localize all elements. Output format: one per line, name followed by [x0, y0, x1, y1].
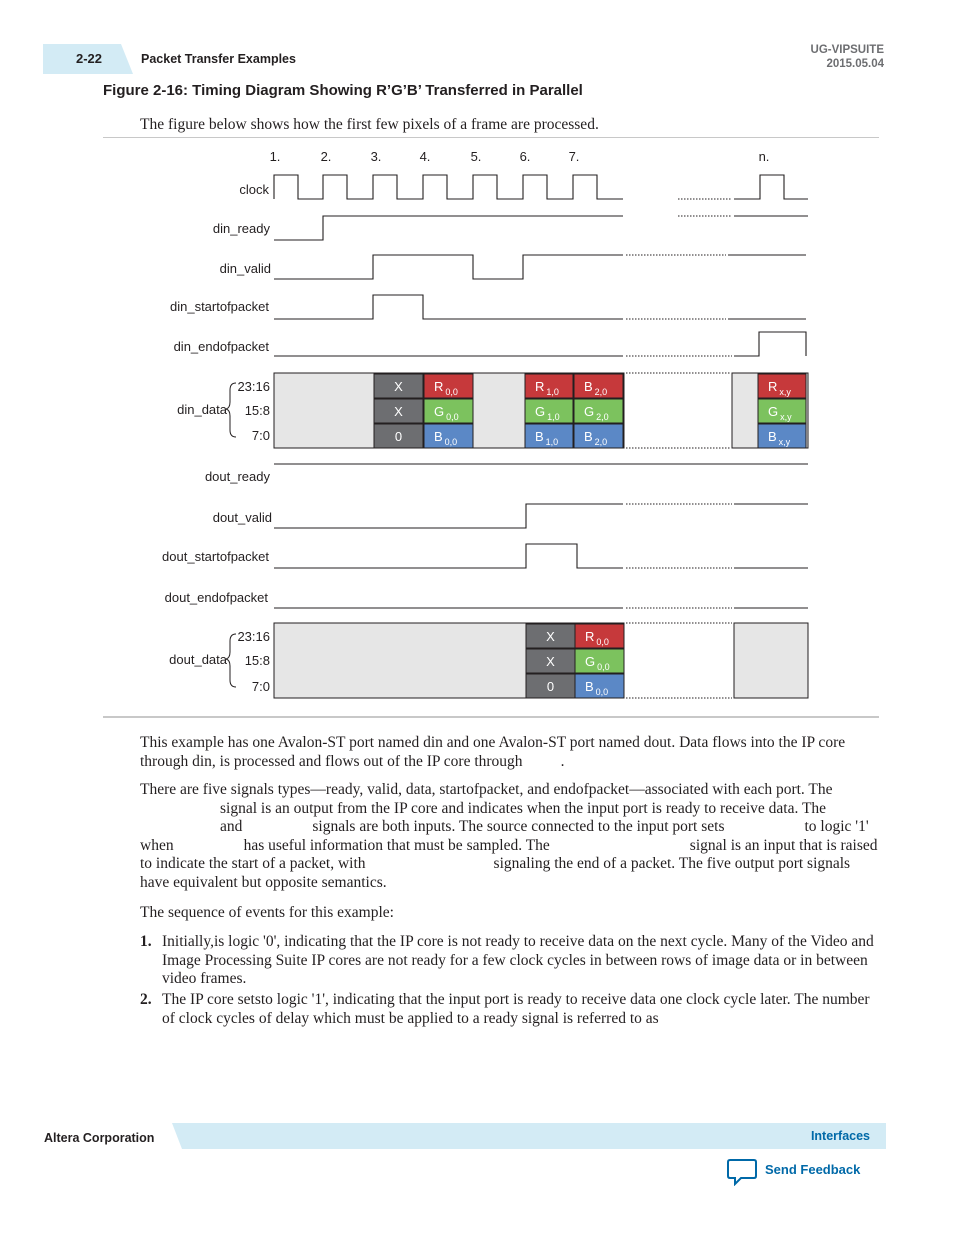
dout-data-cell-cycle6-0-label: X — [546, 629, 555, 644]
list-item-1-b: is logic '0', indicating that the IP core is not ready to receive data on the next cycle. Many of the Video and Image Processing Suite IP cores are not ready for a few clock cycles in between rows of image data or in between video frames. — [162, 933, 874, 987]
list-item-2 — [162, 991, 878, 1028]
dout-data-cell-cycle6-2-label: 0 — [546, 679, 555, 694]
paragraph-2-a: There are five signals types—ready, valid, data, startofpacket, and endofpacket—associated with each port. The — [140, 781, 833, 798]
paragraph-2-h: signaling the end of a packet. The five output port signals have equivalent but opposite semantics. — [140, 855, 851, 891]
figure-top-rule — [103, 137, 879, 138]
din-data-cell-cyclen-1-label: G $_{x,y}$ — [768, 404, 792, 422]
footer-band — [172, 1123, 886, 1149]
page-number: 2-22 — [75, 51, 103, 66]
paragraph-2 — [140, 781, 878, 892]
cycle-label-4: 4. — [419, 149, 431, 164]
label-din-bits-mid: 15:8 — [244, 403, 270, 418]
din-data-cell-cyclen-2-label: B $_{x,y}$ — [768, 429, 791, 447]
din-data-brace — [226, 383, 236, 437]
cycle-label-n: n. — [758, 149, 770, 164]
cycle-label-6: 6. — [519, 149, 531, 164]
paragraph-1-end: . — [560, 752, 565, 770]
label-din-valid: din_valid — [219, 261, 271, 276]
dout-data-brace — [226, 634, 236, 687]
label-din-data: din_data — [177, 402, 227, 417]
din-valid-waveform — [274, 255, 623, 279]
clock-waveform — [274, 175, 623, 199]
figure-bottom-rule — [103, 716, 879, 718]
din-data-cell-cycle4-2-label: B $_{0,0}$ — [434, 429, 458, 447]
din-ready-waveform — [274, 216, 623, 240]
footer-section-link[interactable]: Interfaces — [810, 1129, 870, 1143]
cycle-label-2: 2. — [320, 149, 332, 164]
din-data-cell-cycle7-1-label: G $_{2,0}$ — [584, 404, 609, 422]
paragraph-3: The sequence of events for this example: — [140, 904, 394, 921]
cycle-label-1: 1. — [269, 149, 281, 164]
paragraph-2-b: signal is an output from the IP core and indicates when the input port is ready to receive data. The — [220, 799, 827, 817]
dout-valid-waveform — [274, 504, 623, 528]
doc-id-date: 2015.05.04 — [826, 58, 884, 70]
figure-title: Figure 2-16: Timing Diagram Showing R’G’B’ Transferred in Parallel — [103, 82, 583, 99]
list-item-2-number: 2. — [140, 991, 152, 1008]
dout-sop-waveform — [274, 544, 623, 568]
document-id — [811, 43, 884, 71]
label-dout-valid: dout_valid — [212, 510, 272, 525]
doc-id-code: UG-VIPSUITE — [810, 44, 884, 56]
din-data-cell-cycle4-0-label: R $_{0,0}$ — [434, 379, 458, 397]
din-data-cell-cycle6-1-label: G $_{1,0}$ — [535, 404, 560, 422]
label-din-bits-lo: 7:0 — [251, 428, 270, 443]
cycle-label-3: 3. — [370, 149, 382, 164]
list-item-1-number: 1. — [140, 933, 152, 950]
paragraph-2-d: signals are both inputs. The source connected to the input port sets — [312, 818, 725, 835]
paragraph-1 — [140, 734, 878, 771]
paragraph-2-f: has useful information that must be sampled. The — [243, 836, 550, 854]
label-dout-sop: dout_startofpacket — [162, 549, 269, 564]
paragraph-2-g: signal is an input that is raised to indicate the start of a packet, with — [140, 836, 878, 872]
list-item-2-b: to logic '1', indicating that the input port is ready to receive data one clock cycle later. The number of clock cycles of delay which must be applied to a ready signal is referred to as — [162, 991, 870, 1027]
figure-intro: The figure below shows how the first few pixels of a frame are processed. — [140, 116, 599, 133]
din-data-cell-cycle3-2-label: 0 — [394, 429, 403, 444]
list-item-1-a: Initially, — [162, 933, 214, 950]
dout-data-cell-cycle7-1-label: G $_{0,0}$ — [585, 654, 610, 672]
din-sop-waveform — [274, 295, 623, 319]
din-data-cell-cyclen-0-label: R $_{x,y}$ — [768, 379, 791, 397]
label-din-sop: din_startofpacket — [169, 299, 269, 314]
label-din-bits-hi: 23:16 — [237, 379, 270, 394]
dout-data-cell-cycle6-1-label: X — [546, 654, 555, 669]
cycle-label-7: 7. — [568, 149, 580, 164]
paragraph-2-e: to logic '1' when — [140, 818, 869, 854]
list-item-1 — [162, 933, 878, 989]
paragraph-1-text: This example has one Avalon-ST port named din and one Avalon-ST port named dout. Data flows into the IP core through din, is processed and flows out of the IP core through — [140, 734, 846, 770]
label-din-ready: din_ready — [212, 221, 270, 236]
list-item-2-a: The IP core sets — [162, 991, 261, 1008]
label-clock: clock — [239, 182, 269, 197]
company-name: Altera Corporation — [44, 1131, 155, 1145]
din-data-cell-cycle6-0-label: R $_{1,0}$ — [535, 379, 559, 397]
din-data-cell-cycle4-1-label: G $_{0,0}$ — [434, 404, 459, 422]
dout-data-cell-cycle7-0-label: R $_{0,0}$ — [585, 629, 609, 647]
dout-data-cell-cycle7-2-label: B $_{0,0}$ — [585, 679, 609, 697]
din-data-cell-cycle6-2-label: B $_{1,0}$ — [535, 429, 559, 447]
label-dout-data: dout_data — [169, 652, 227, 667]
cycle-label-5: 5. — [470, 149, 482, 164]
label-dout-eop: dout_endofpacket — [164, 590, 268, 605]
label-dout-bits-hi: 23:16 — [237, 629, 270, 644]
label-dout-ready: dout_ready — [204, 469, 270, 484]
paragraph-2-c: and — [220, 818, 243, 835]
label-dout-bits-lo: 7:0 — [251, 679, 270, 694]
din-data-cell-cycle3-1-label: X — [394, 404, 403, 419]
timing-diagram — [0, 140, 954, 720]
din-data-cell-cycle3-0-label: X — [394, 379, 403, 394]
clock-waveform-n — [734, 175, 808, 199]
feedback-icon[interactable] — [727, 1158, 757, 1186]
din-data-cell-cycle7-0-label: B $_{2,0}$ — [584, 379, 608, 397]
label-din-eop: din_endofpacket — [173, 339, 269, 354]
section-title: Packet Transfer Examples — [141, 52, 296, 66]
send-feedback-link[interactable]: Send Feedback — [765, 1162, 861, 1177]
label-dout-bits-mid: 15:8 — [244, 653, 270, 668]
din-data-cell-cycle7-2-label: B $_{2,0}$ — [584, 429, 608, 447]
